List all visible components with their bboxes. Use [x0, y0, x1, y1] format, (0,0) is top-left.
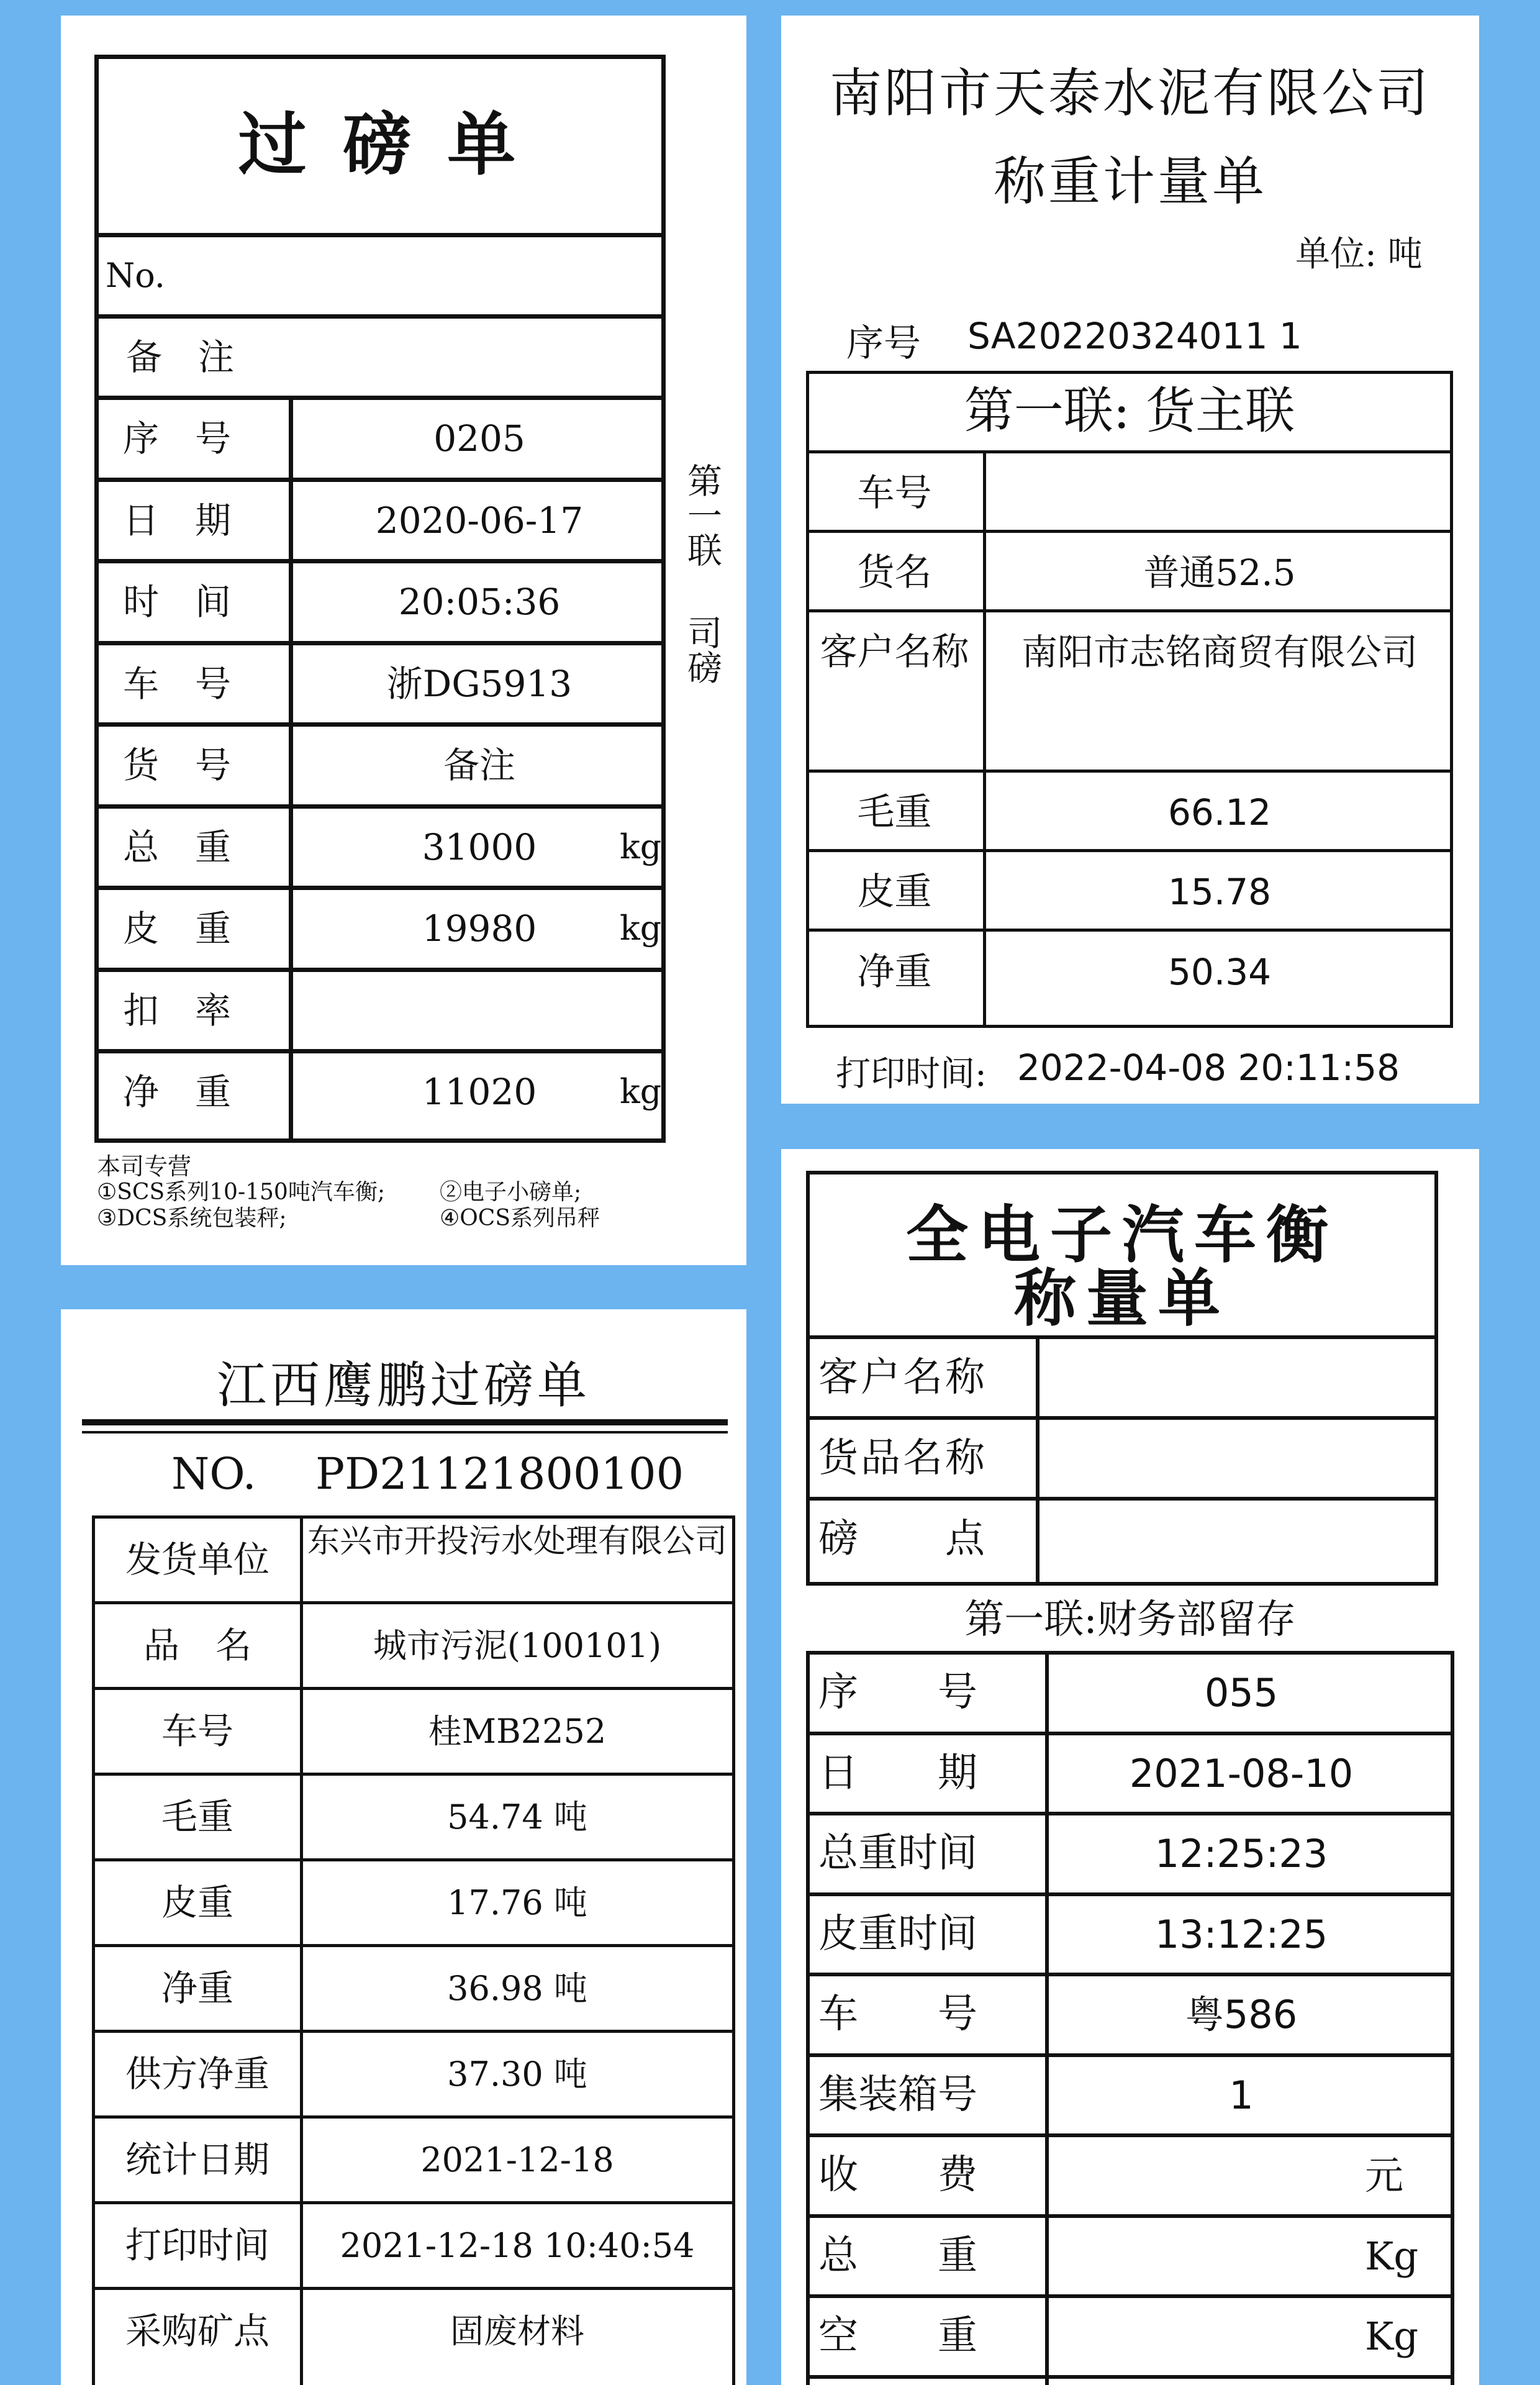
table-row-value: 0205: [433, 417, 525, 460]
row-divider: [94, 886, 666, 890]
table-row-value: [1042, 1501, 1433, 1578]
table-row-label: 品 名: [143, 1624, 251, 1666]
table-row-label: 发货单位: [125, 1538, 270, 1581]
table-row-value: [986, 453, 1453, 533]
table-row-value: 固废材料: [450, 2312, 584, 2351]
table-row-label: 集装箱号: [818, 2071, 977, 2118]
table-row-label: 客户名称: [820, 630, 969, 674]
ticket3-no-value: PD21121800100: [315, 1448, 684, 1499]
table-row-label: 毛重: [161, 1796, 233, 1838]
ticket1-footer-3a: ③DCS系统包装秤;: [97, 1206, 287, 1231]
table-row-value: 37.30 吨: [447, 2055, 587, 2094]
ticket4-title-2: 称量单: [1014, 1261, 1230, 1335]
table-row-value: 055: [1204, 1670, 1279, 1715]
table-row-label: 收 费: [818, 2152, 977, 2198]
ticket1-footer-2b: ②电子小磅单;: [440, 1179, 582, 1205]
ticket1-footer-2a: ①SCS系列10-150吨汽车衡;: [97, 1179, 385, 1205]
table-row-label: 统计日期: [125, 2138, 270, 2181]
row-divider: [94, 722, 666, 727]
row-divider: [94, 1049, 666, 1053]
ticket4-title-1: 全电子汽车衡: [906, 1198, 1338, 1271]
table-row-value: 19980: [422, 907, 537, 950]
table-row-value: 粤586: [1185, 1992, 1298, 2037]
ticket2-print-value: 2022-04-08 20:11:58: [1017, 1047, 1400, 1089]
table-row-value: 20:05:36: [398, 581, 561, 623]
table-row-label: 车 号: [818, 1991, 977, 2037]
table-row-value: 备注: [443, 744, 515, 786]
row-divider: [94, 559, 666, 563]
table-row-label: 供方净重: [125, 2053, 270, 2095]
table-row-value: 66.12: [1167, 791, 1272, 834]
table-row-value: 桂MB2252: [428, 1712, 607, 1751]
row-divider: [94, 478, 666, 482]
table-row-label: 皮 重: [123, 907, 232, 950]
table-row-value: 36.98 吨: [447, 1969, 587, 2008]
ticket-chengzhong: [781, 16, 1479, 1104]
table-row-label: 车号: [161, 1710, 233, 1752]
table-row-label: 车号: [857, 471, 932, 515]
table-row-label: 总 重: [123, 825, 232, 868]
table-row-value: 南阳市志铭商贸有限公司: [1021, 631, 1418, 673]
table-row-label: 净 重: [123, 1071, 232, 1113]
table-row-label: 总重时间: [818, 1830, 977, 1876]
ticket2-print-label: 打印时间:: [836, 1054, 987, 1094]
table-row-label: 客户名称: [818, 1355, 987, 1401]
table-row-unit: kg: [620, 827, 662, 866]
table-row-value: 2021-08-10: [1129, 1750, 1354, 1796]
table-row-value: 2020-06-17: [375, 499, 584, 542]
table-row-label: 扣 率: [123, 989, 232, 1032]
ticket2-serial-value: SA20220324011 1: [967, 315, 1302, 357]
table-row-unit: Kg: [1365, 2314, 1419, 2359]
table-row-label: 采购矿点: [125, 2310, 270, 2352]
table-row-value: 城市污泥(100101): [373, 1626, 662, 1665]
ticket1-footer-1: 本司专营: [97, 1153, 192, 1180]
table-row-value: 浙DG5913: [386, 662, 573, 705]
ticket-quandianzi: [781, 1149, 1479, 2385]
table-row-value: 1: [1229, 2072, 1254, 2118]
table-row-unit: kg: [620, 1072, 662, 1111]
table-row-value: [293, 972, 666, 1050]
table-row-value: 15.78: [1167, 871, 1272, 913]
ticket1-no-label: No.: [106, 256, 165, 295]
table-row-unit: Kg: [1365, 2233, 1419, 2279]
ticket1-footer-3b: ④OCS系列吊秤: [440, 1206, 600, 1231]
table-row-value: 2021-12-18: [420, 2140, 614, 2179]
table-row-label: 净重: [161, 1967, 233, 2009]
table-row-label: 净重: [857, 950, 932, 994]
table-row-value: 17.76 吨: [447, 1883, 587, 1922]
ticket4-copy-title: 第一联:财务部留存: [964, 1597, 1296, 1643]
table-row-label: 序 号: [818, 1670, 977, 1715]
table-row-unit: kg: [620, 909, 662, 948]
table-row-label: 总 重: [818, 2232, 977, 2279]
table-row-label: 日 期: [123, 499, 232, 542]
ticket-jiangxi: [61, 1309, 746, 2385]
table-row-value: 东兴市开投污水处理有限公司: [307, 1523, 727, 1560]
ticket3-no-label: NO.: [171, 1448, 256, 1499]
ticket3-title: 江西鹰鹏过磅单: [217, 1356, 591, 1414]
table-row-label: 磅 点: [818, 1516, 987, 1562]
ticket1-remark-label: 备 注: [126, 336, 235, 378]
row-divider: [806, 2375, 1454, 2379]
ticket1-title: 过 磅 单: [238, 104, 522, 184]
table-row-label: 货品名称: [818, 1435, 987, 1481]
table-row-label: 皮重时间: [818, 1910, 977, 1957]
table-row-label: 货名: [857, 551, 932, 594]
table-row-label: 皮重: [161, 1881, 233, 1924]
ticket2-copy-title: 第一联: 货主联: [964, 382, 1295, 440]
table-row-label: 货 号: [123, 744, 232, 786]
row-divider: [94, 804, 666, 809]
ticket-guobang: [61, 16, 746, 1265]
ticket2-serial-label: 序号: [846, 322, 921, 365]
table-row-value: 2021-12-18 10:40:54: [340, 2226, 695, 2265]
table-row-value: [1042, 1420, 1433, 1497]
ticket1-side-owner: 司磅: [682, 615, 722, 684]
table-row-label: 毛重: [857, 791, 932, 834]
ticket1-side-copy: 第一联: [682, 463, 722, 567]
table-row-value: 普通52.5: [1143, 552, 1296, 594]
ticket2-company: 南阳市天泰水泥有限公司: [829, 63, 1431, 124]
table-row-label: 时 间: [123, 581, 232, 623]
table-row-unit: 元: [1365, 2153, 1404, 2198]
table-row-label: 打印时间: [125, 2224, 270, 2266]
ticket2-title: 称重计量单: [993, 151, 1267, 212]
table-row-value: 12:25:23: [1154, 1831, 1328, 1876]
table-row-value: 11020: [422, 1071, 537, 1113]
table-row-label: 序 号: [123, 417, 232, 460]
table-row-label: 空 重: [818, 2313, 977, 2359]
row-divider: [94, 641, 666, 645]
row-divider: [94, 968, 666, 972]
table-row-value: 50.34: [1167, 951, 1272, 993]
table-row-value: 13:12:25: [1154, 1911, 1328, 1957]
ticket2-unit-note: 单位: 吨: [1295, 234, 1423, 275]
table-row-value: [1042, 1339, 1433, 1416]
table-row-value: 54.74 吨: [447, 1797, 587, 1837]
table-row-label: 车 号: [123, 662, 232, 705]
table-row-label: 日 期: [818, 1750, 977, 1796]
table-row-label: 皮重: [857, 870, 932, 914]
table-row-value: 31000: [422, 825, 537, 868]
